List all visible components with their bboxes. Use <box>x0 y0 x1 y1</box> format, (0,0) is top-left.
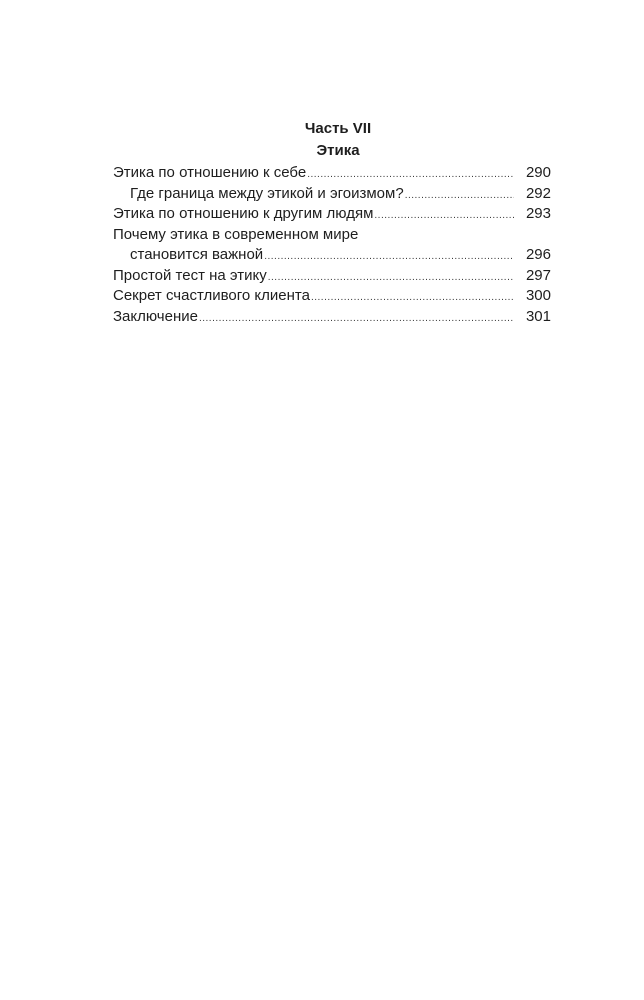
toc-entry-title: Секрет счастливого клиента <box>113 287 310 304</box>
part-label: Часть VII <box>304 120 372 137</box>
toc-entry-page: 296 <box>525 246 551 263</box>
toc-entry <box>113 184 551 205</box>
toc-entry-title: Этика по отношению к себе <box>113 164 307 181</box>
toc-entry <box>113 286 551 307</box>
toc-entry <box>113 266 551 287</box>
table-of-contents <box>113 118 551 327</box>
toc-entry-page: 297 <box>525 266 551 284</box>
dot-leader <box>405 190 514 202</box>
toc-entry-title: Простой тест на этику <box>113 266 267 284</box>
toc-entry-title: Заключение <box>113 307 198 325</box>
toc-entry-page: 293 <box>525 205 551 222</box>
toc-entry-page: 301 <box>525 307 551 325</box>
toc-entry-title: Где граница между этикой и эгоизмом? <box>130 184 404 202</box>
dot-leader <box>268 272 514 284</box>
dot-leader <box>311 292 514 304</box>
toc-entry-page: 290 <box>525 164 551 181</box>
toc-entry <box>113 163 551 184</box>
toc-entry <box>113 225 551 266</box>
toc-entry-page: 292 <box>525 184 551 202</box>
toc-entry-title-line2: становится важной <box>130 246 264 263</box>
toc-entry <box>113 204 551 225</box>
toc-entry <box>113 307 551 328</box>
dot-leader <box>264 251 514 263</box>
toc-entry-title-line1: Почему этика в современном мире <box>113 225 359 243</box>
dot-leader <box>199 313 514 325</box>
toc-entry-page: 300 <box>525 287 551 304</box>
part-title: Этика <box>316 142 360 159</box>
dot-leader <box>374 210 514 222</box>
dot-leader <box>307 169 514 181</box>
toc-entry-title: Этика по отношению к другим людям <box>113 205 374 222</box>
